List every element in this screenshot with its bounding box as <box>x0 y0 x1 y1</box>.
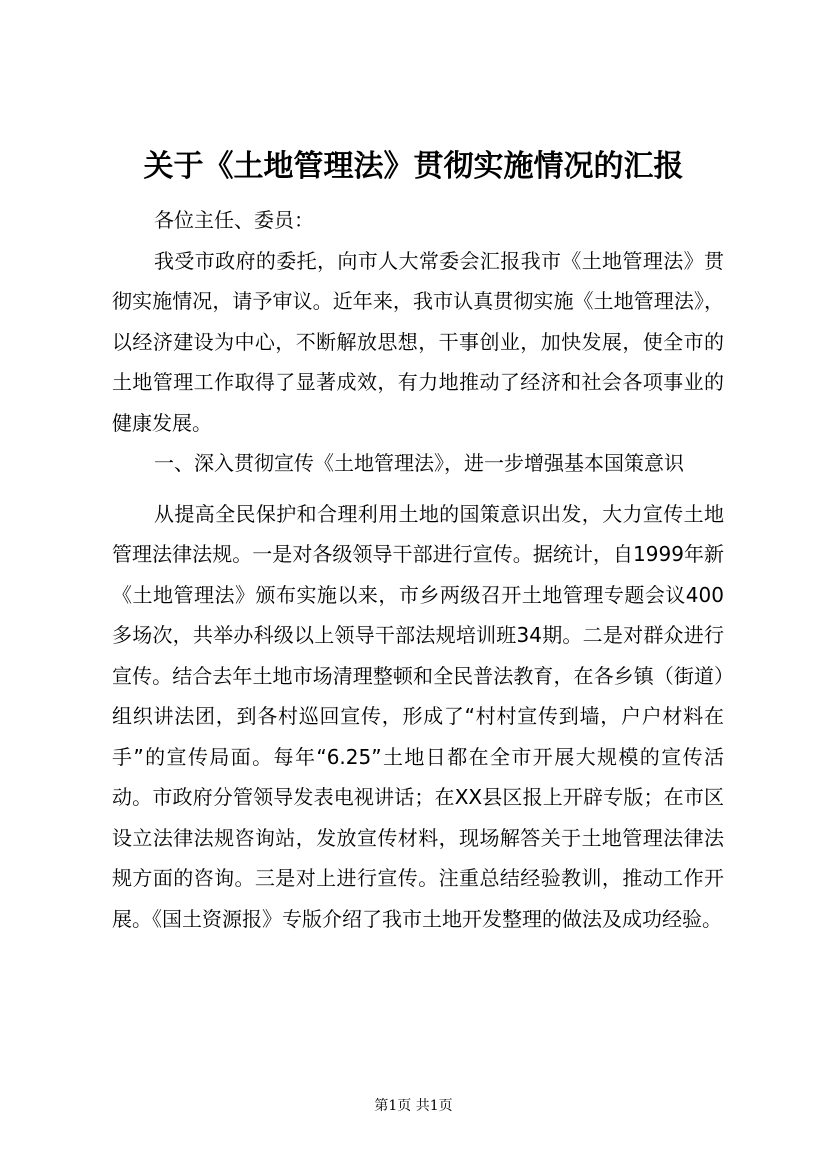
intro-paragraph: 我受市政府的委托，向市人大常委会汇报我市《土地管理法》贯彻实施情况，请予审议。近年来，我市认真贯彻实施《土地管理法》，以经济建设为中心，不断解放思想，干事创业，加快发展，使全市的土地管理工作取得了显著成效，有力地推动了经济和社会各项事业的健康发展。 <box>112 248 724 435</box>
document-body <box>112 200 724 939</box>
page-footer: 第1页 共1页 <box>374 1098 453 1114</box>
salutation-paragraph: 各位主任、委员： <box>154 208 314 232</box>
section-paragraph: 从提高全民保护和合理利用土地的国策意识出发，大力宣传土地管理法律法规。一是对各级领导干部进行宣传。据统计，自1999年新《土地管理法》颁布实施以来，市乡两级召开土地管理专题会议400多场次，共举办科级以上领导干部法规培训班34期。二是对群众进行宣传。结合去年土地市场清理整顿和全民普法教育，在各乡镇（街道）组织讲法团，到各村巡回宣传，形成了“村村宣传到墙，户户材料在手”的宣传局面。每年“6.25”土地日都在全市开展大规模的宣传活动。市政府分管领导发表电视讲话；在XX县区报上开辟专版；在市区设立法律法规咨询站，发放宣传材料，现场解答关于土地管理法律法规方面的咨询。三是对上进行宣传。注重总结经验教训，推动工作开展。《国土资源报》专版介绍了我市土地开发整理的做法及成功经验。 <box>112 501 724 931</box>
section-heading: 一、深入贯彻宣传《土地管理法》，进一步增强基本国策意识 <box>154 451 684 475</box>
document-title: 关于《土地管理法》贯彻实施情况的汇报 <box>143 149 684 184</box>
